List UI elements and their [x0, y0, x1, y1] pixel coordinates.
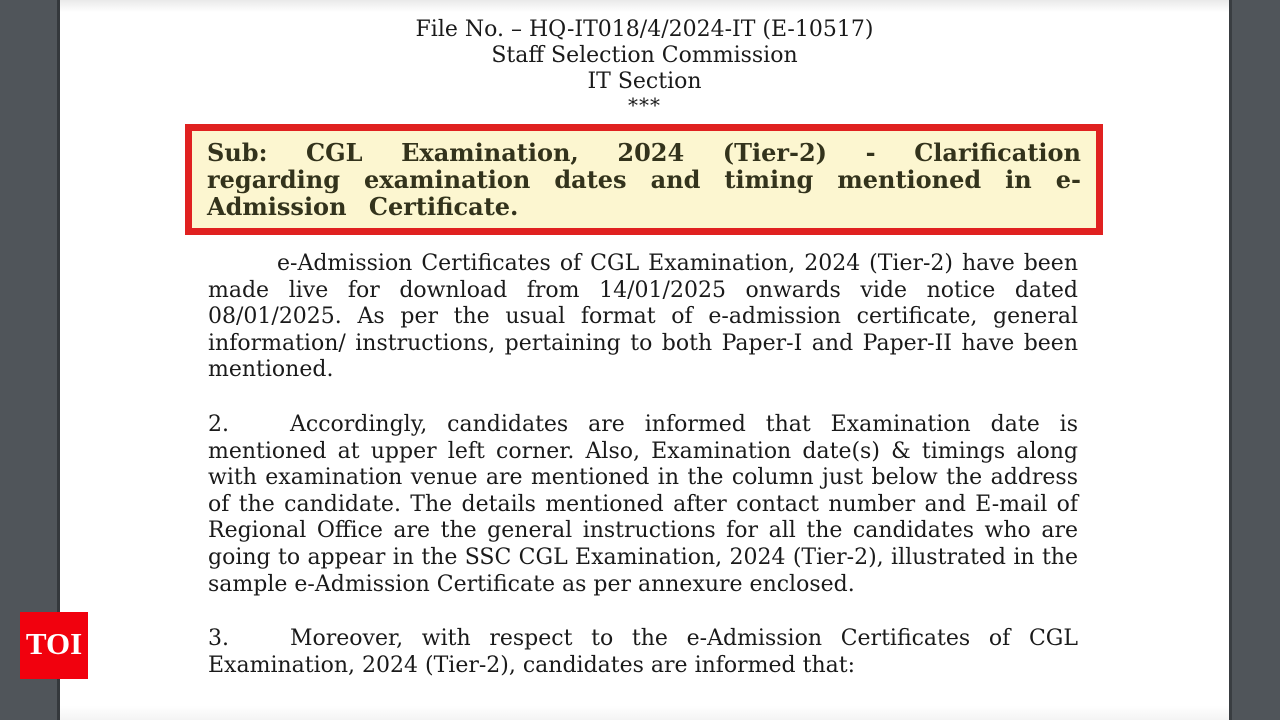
- right-gray-panel: [1229, 0, 1280, 720]
- document-header: [60, 0, 1229, 116]
- paragraph-2-text: Accordingly, candidates are informed that Examination date is mentioned at upper left corner. Also, Examination date(s) & timings along with examination venue are mentioned in the column just below the address of the candidate. The details mentioned after contact number and E-mail of Regional Office are the general instructions for all the candidates who are going to appear in the SSC CGL Examination, 2024 (Tier-2), illustrated in the sample e-Admission Certificate as per annexure enclosed.: [208, 411, 1078, 597]
- file-number-line: File No. – HQ-IT018/4/2024-IT (E-10517): [415, 17, 874, 42]
- paragraph-3-text: Moreover, with respect to the e-Admission Certificates of CGL Examination, 2024 (Tier-2), candidates are informed that:: [208, 626, 1078, 678]
- document-page: [60, 0, 1229, 720]
- document-body: [208, 251, 1078, 679]
- section-line: IT Section: [587, 69, 702, 94]
- toi-logo: [20, 612, 88, 679]
- toi-logo-label: TOI: [25, 626, 83, 661]
- paragraph-3-number: 3.: [208, 626, 229, 652]
- paragraph-2-number: 2.: [208, 411, 229, 437]
- organisation-line: Staff Selection Commission: [491, 43, 798, 68]
- paragraph-1: [208, 251, 1078, 384]
- paragraph-1-text: e-Admission Certificates of CGL Examination, 2024 (Tier-2) have been made live for download from 14/01/2025 onwards vide notice dated 08/01/2025. As per the usual format of e-admission certificate, general information/ instructions, pertaining to both Paper-I and Paper-II have been mentioned.: [208, 251, 1078, 383]
- subject-highlight-box: [185, 124, 1103, 235]
- paragraph-2: [208, 412, 1078, 598]
- subject-text: Sub: CGL Examination, 2024 (Tier-2) - Clarification regarding examination dates and timing mentioned in e-Admission Certificate.: [207, 138, 1081, 221]
- paragraph-3: [208, 626, 1078, 679]
- separator-stars: ***: [628, 93, 661, 117]
